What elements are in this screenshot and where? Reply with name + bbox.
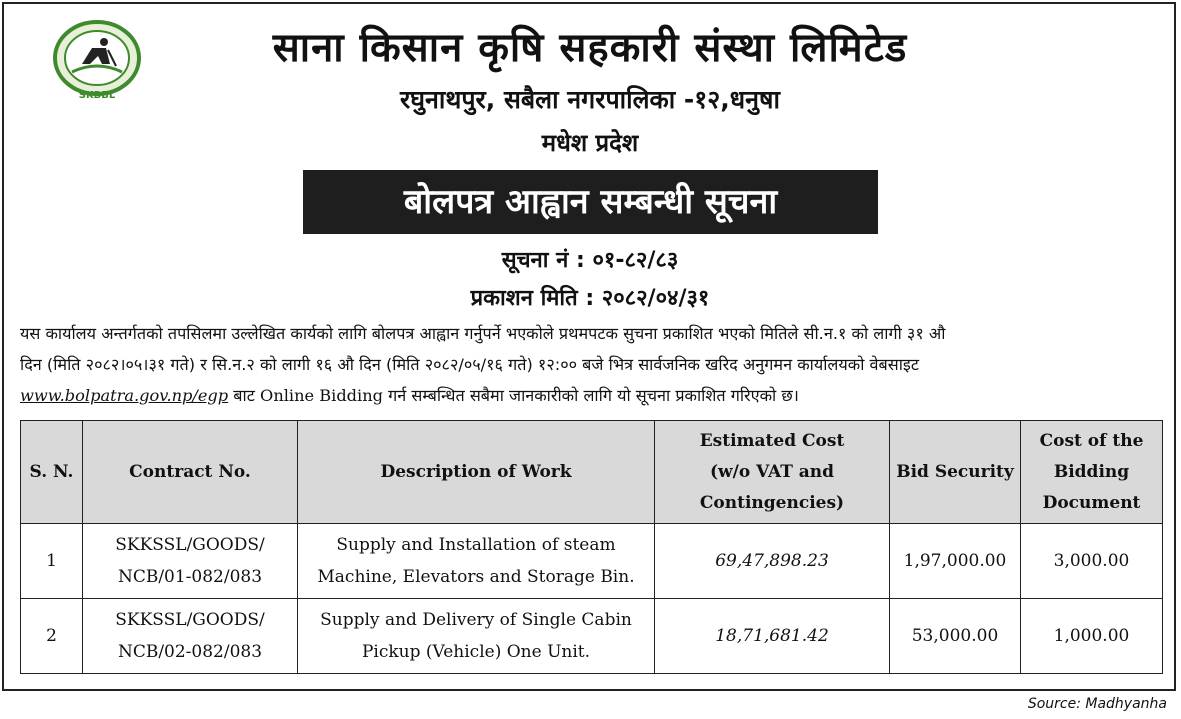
bolpatra-link[interactable]: www.bolpatra.gov.np/egp — [20, 386, 229, 405]
header-cost-line-3: Contingencies) — [699, 492, 845, 513]
publication-date: प्रकाशन मिति : २०८२/०४/३१ — [470, 286, 710, 311]
logo-text: SKBBL — [78, 90, 116, 101]
row-document-cost: 1,000.00 — [1021, 599, 1163, 674]
row-bid-security: 53,000.00 — [890, 599, 1021, 674]
row-contract-no — [83, 524, 298, 599]
row-sn: 1 — [21, 524, 83, 599]
row-description — [298, 524, 655, 599]
table-row — [21, 599, 1163, 674]
row-contract-no — [83, 599, 298, 674]
body-line-3-a: बाट — [228, 386, 261, 405]
sana-kisan-logo — [52, 20, 142, 102]
description-line-1: Supply and Delivery of Single Cabin — [320, 610, 632, 630]
notice-number: सूचना नं : ०१-८२/८३ — [501, 248, 679, 273]
body-line-3 — [20, 380, 1162, 411]
contract-line-2: NCB/02-082/083 — [117, 642, 263, 662]
bid-table — [20, 420, 1163, 674]
row-document-cost: 3,000.00 — [1021, 524, 1163, 599]
row-estimated-cost: 69,47,898.23 — [655, 524, 890, 599]
organization-province: मधेश प्रदेश — [541, 129, 639, 157]
header-contract-no: Contract No. — [83, 421, 298, 524]
body-line-2: दिन (मिति २०८२।०५।३१ गते) र सि.न.२ को लागी १६ औ दिन (मिति २०८२/०५/१६ गते) १२:०० बजे भित्र सार्वजनिक खरिद अनुगमन कार्यालयको वेबसाइट — [20, 355, 920, 374]
contract-line-1: SKKSSL/GOODS/ — [115, 610, 265, 630]
table-row — [21, 524, 1163, 599]
header-description: Description of Work — [298, 421, 655, 524]
header-cost-line-2: (w/o VAT and — [709, 461, 835, 482]
organization-title: साना किसान कृषि सहकारी संस्था लिमिटेड — [272, 25, 908, 71]
header-bid-security: Bid Security — [890, 421, 1021, 524]
description-line-2: Pickup (Vehicle) One Unit. — [361, 642, 591, 662]
description-line-2: Machine, Elevators and Storage Bin. — [317, 567, 635, 587]
contract-line-1: SKKSSL/GOODS/ — [115, 535, 265, 555]
header-doc-line-3: Document — [1042, 492, 1141, 513]
row-description — [298, 599, 655, 674]
header-doc-line-1: Cost of the — [1039, 430, 1144, 451]
online-bidding-text: Online Bidding — [260, 386, 384, 405]
header-sn: S. N. — [21, 421, 83, 524]
organization-address: रघुनाथपुर, सबैला नगरपालिका -१२,धनुषा — [400, 85, 780, 114]
body-line-1: यस कार्यालय अन्तर्गतको तपसिलमा उल्लेखित कार्यको लागि बोलपत्र आह्वान गर्नुपर्ने भएकोले प्रथमपटक सुचना प्रकाशित भएको मितिले सी.न.१ को लागी ३१ औ — [20, 324, 946, 343]
header-estimated-cost — [655, 421, 890, 524]
description-line-1: Supply and Installation of steam — [336, 535, 616, 555]
row-bid-security: 1,97,000.00 — [890, 524, 1021, 599]
notice-body — [20, 318, 1162, 411]
source-credit: Source: Madhyanha — [1027, 696, 1167, 712]
contract-line-2: NCB/01-082/083 — [117, 567, 263, 587]
body-line-3-b: गर्न सम्बन्धित सबैमा जानकारीको लागि यो सूचना प्रकाशित गरिएको छ। — [383, 386, 799, 405]
header-doc-line-2: Bidding — [1053, 461, 1130, 482]
row-sn: 2 — [21, 599, 83, 674]
table-header-row — [21, 421, 1163, 524]
notice-banner: बोलपत्र आह्वान सम्बन्धी सूचना — [303, 170, 878, 234]
row-estimated-cost: 18,71,681.42 — [655, 599, 890, 674]
header-document-cost — [1021, 421, 1163, 524]
header-cost-line-1: Estimated Cost — [699, 430, 845, 451]
